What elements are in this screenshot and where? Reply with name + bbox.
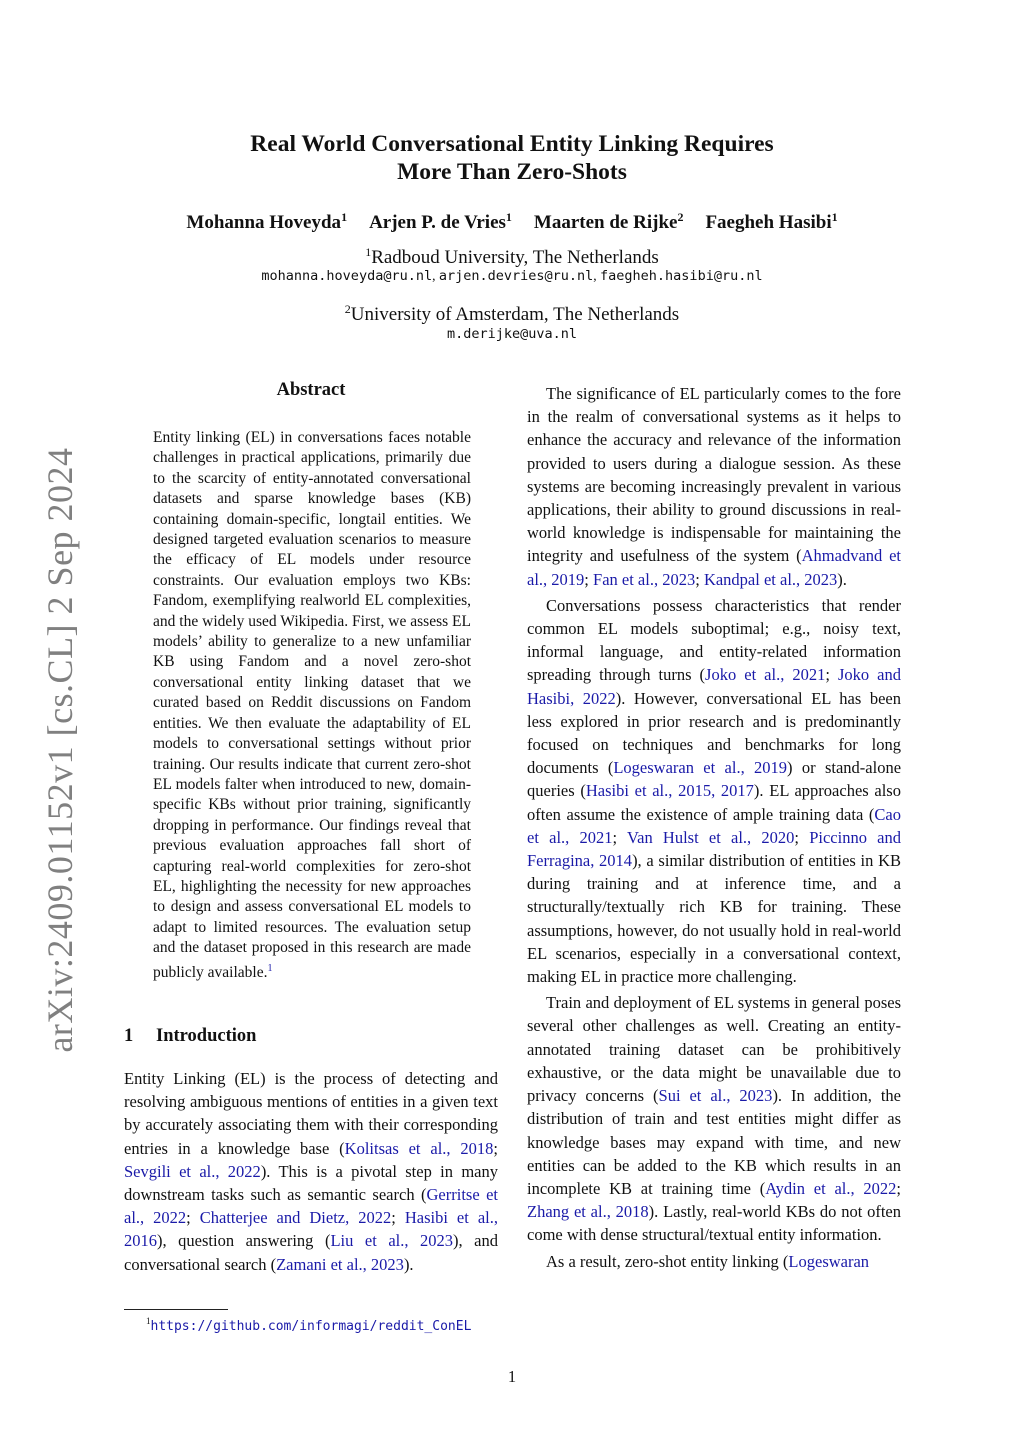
paragraph-text: The significance of EL particularly comes to the fore in the realm of conversational systems as it helps to enhance the accuracy and relevance of the information provided to users during a dialogue session. As these systems are becoming increasingly prevalent in various applications, their ability to ground discussions in real-world knowledge is indispensable for maintaining the integrity and usefulness of the system ( bbox=[527, 384, 901, 566]
paragraph-text: ; bbox=[896, 1178, 901, 1198]
author-list bbox=[0, 204, 1024, 236]
affiliation-mark: 1 bbox=[341, 210, 348, 224]
footnote-mark: 1 bbox=[146, 1316, 151, 1326]
paragraph-text: Train and deployment of EL systems in general poses several other challenges as well. Creating an entity-annotated training dataset can be prohibitively exhaustive, or the data might be unavailable due to privacy concerns ( bbox=[527, 993, 901, 1106]
title-line-1: Real World Conversational Entity Linking Requires bbox=[250, 131, 774, 157]
citation-link[interactable]: Kolitsas et al., 2018 bbox=[344, 1138, 494, 1158]
affiliation-2: $^2$University of Amsterdam, The Netherlands bbox=[344, 302, 680, 325]
paper-title bbox=[0, 130, 1024, 186]
citation-link[interactable]: Fan et al., 2023 bbox=[593, 569, 696, 589]
citation-link[interactable]: Hasibi et al., 2016 bbox=[124, 1208, 498, 1251]
paragraph-text: ; bbox=[825, 665, 838, 685]
section-number: 1 bbox=[124, 1026, 134, 1046]
citation-link[interactable]: Aydin et al., 2022 bbox=[765, 1178, 897, 1198]
citation-link[interactable]: Gerritse et al., 2022 bbox=[124, 1185, 498, 1228]
introduction-left-column bbox=[124, 1067, 498, 1276]
paragraph-text: ). EL approaches also often assume the existence of ample training data ( bbox=[527, 781, 901, 824]
paragraph-text: ). Lastly, real-world KBs do not often come with dense structural/textual entity information. bbox=[527, 1202, 901, 1245]
citation-link[interactable]: Joko and Hasibi, 2022 bbox=[527, 665, 901, 708]
introduction-right-column bbox=[527, 382, 901, 1276]
email-link[interactable]: mohanna.hoveyda@ru.nl bbox=[261, 268, 433, 284]
author: Mohanna Hoveyda$^1$ bbox=[186, 210, 348, 233]
paragraph-text: ; bbox=[584, 569, 594, 589]
author: Faegheh Hasibi$^1$ bbox=[705, 210, 838, 233]
paragraph-text: ). In addition, the distribution of train and test entities might differ as knowledge bases may expand with time, and new entities can be added to the KB which results in an incomplete KB at training time ( bbox=[527, 1086, 902, 1198]
title-line-2: More Than Zero-Shots bbox=[397, 159, 627, 185]
citation-link[interactable]: Chatterjee and Dietz, 2022 bbox=[199, 1208, 392, 1228]
footnote-reference[interactable]: 1 bbox=[267, 962, 273, 974]
paragraph-text: ; bbox=[186, 1208, 200, 1228]
paragraph-text: ; bbox=[612, 827, 628, 847]
footnote-divider bbox=[124, 1309, 228, 1310]
paragraph-text: ). This is a pivotal step in many downstream tasks such as semantic search ( bbox=[124, 1161, 498, 1205]
citation-link[interactable]: Sui et al., 2023 bbox=[658, 1086, 773, 1106]
paragraph bbox=[527, 382, 901, 591]
citation-link[interactable]: Zhang et al., 2018 bbox=[527, 1202, 649, 1222]
paragraph-text: ) or stand-alone queries ( bbox=[527, 758, 902, 801]
email-link[interactable]: m.derijke@uva.nl bbox=[446, 326, 578, 342]
paragraph-text: ). bbox=[403, 1254, 414, 1274]
author: Arjen P. de Vries$^1$ bbox=[369, 210, 512, 233]
citation-link[interactable]: Zamani et al., 2023 bbox=[276, 1254, 404, 1274]
affiliation-2-emails bbox=[0, 324, 1024, 344]
page-number: 1 bbox=[507, 1367, 517, 1386]
abstract-body bbox=[153, 428, 471, 983]
paragraph bbox=[527, 1250, 901, 1273]
section-title: Introduction bbox=[156, 1026, 257, 1046]
affiliation-mark: 1 bbox=[831, 210, 838, 224]
paragraph-text: ), question answering ( bbox=[157, 1231, 331, 1251]
citation-link[interactable]: Logeswaran bbox=[788, 1251, 870, 1271]
section-heading-introduction bbox=[124, 1026, 256, 1047]
citation-link[interactable]: Cao et al., 2021 bbox=[527, 804, 901, 847]
paragraph-text: ). However, conversational EL has been less explored in prior research and is predominantly focused on techniques and benchmarks for long documents ( bbox=[527, 688, 901, 778]
citation-link[interactable]: Joko et al., 2021 bbox=[705, 665, 826, 685]
paragraph-text: ; bbox=[794, 827, 810, 847]
paragraph-text: ; bbox=[695, 569, 704, 589]
affiliation-mark: 2 bbox=[677, 210, 684, 224]
affiliation-1: $^1$Radboud University, The Netherlands bbox=[365, 245, 659, 268]
paragraph bbox=[527, 594, 901, 988]
footnote bbox=[146, 1316, 471, 1334]
citation-link[interactable]: Piccinno and Ferragina, 2014 bbox=[527, 827, 901, 871]
footnote-url-link[interactable]: https://github.com/informagi/reddit_ConEL bbox=[150, 1319, 472, 1334]
paragraph-text: As a result, zero-shot entity linking ( bbox=[546, 1251, 789, 1271]
citation-link[interactable]: Van Hulst et al., 2020 bbox=[627, 827, 795, 847]
abstract-heading: Abstract bbox=[276, 380, 346, 400]
citation-link[interactable]: Logeswaran et al., 2019 bbox=[613, 758, 788, 778]
paragraph-text: ; bbox=[493, 1138, 498, 1158]
email-link[interactable]: arjen.devries@ru.nl bbox=[438, 268, 594, 284]
citation-link[interactable]: Hasibi et al., 2015, 2017 bbox=[585, 781, 754, 801]
citation-link[interactable]: Kandpal et al., 2023 bbox=[703, 569, 838, 589]
paragraph-text: ), a similar distribution of entities in KB during training and at inference time, and a structurally/textually rich KB for training. These assumptions, however, do not usually hold in real-world EL scenarios, especially in a conversational context, making EL in practice more challenging. bbox=[527, 851, 901, 987]
paragraph bbox=[124, 1067, 498, 1276]
paragraph bbox=[527, 991, 901, 1246]
citation-link[interactable]: Ahmadvand et al., 2019 bbox=[527, 546, 901, 589]
email-link[interactable]: faegheh.hasibi@ru.nl bbox=[600, 268, 763, 284]
paragraph-text: Conversations possess characteristics that render common EL models suboptimal; e.g., noisy text, informal language, and entity-related information spreading through turns ( bbox=[527, 595, 901, 685]
citation-link[interactable]: Sevgili et al., 2022 bbox=[124, 1161, 261, 1181]
paragraph-text: ). bbox=[837, 569, 847, 589]
paragraph-text: ), and conversational search ( bbox=[124, 1231, 498, 1274]
affiliation-mark: 1 bbox=[505, 210, 512, 224]
paragraph-text: ; bbox=[391, 1208, 405, 1228]
citation-link[interactable]: Liu et al., 2023 bbox=[330, 1231, 454, 1251]
abstract-text: Entity linking (EL) in conversations faces notable challenges in practical applications, primarily due to the scarcity of entity-annotated conversational datasets and sparse knowledge bases (KB) containing domain-specific, longtail entities. We designed targeted evaluation scenarios to measure the efficacy of EL models under resource constraints. Our evaluation employs two KBs: Fandom, exemplifying realworld EL complexities, and the widely used Wikipedia. First, we assess EL models’ ability to generalize to a new unfamiliar KB using Fandom and a novel zero-shot conversational entity linking dataset that we curated based on Reddit discussions on Fandom entities. We then evaluate the adaptability of EL models to conversational settings without prior training. Our results indicate that current zero-shot EL models falter when introduced to new, domainspecific KBs without prior training, significantly dropping in performance. Our findings reveal that previous evaluation approaches fall short of capturing real-world complexities for zero-shot EL, highlighting the necessity for new approaches to design and assess conversational EL models to adapt to limited resources. The evaluation setup and the dataset proposed in this research are made publicly available. bbox=[153, 429, 471, 981]
arxiv-identifier-stamp: arXiv:2409.01152v1 [cs.CL] 2 Sep 2024 bbox=[40, 447, 80, 1053]
paragraph-text: Entity Linking (EL) is the process of detecting and resolving ambiguous mentions of entities in a given text by accurately associating them with their corresponding entries in a knowledge base ( bbox=[124, 1069, 498, 1158]
author: Maarten de Rijke$^2$ bbox=[533, 210, 684, 233]
affiliation-1-emails: mohanna.hoveyda@ru.nl, arjen.devries@ru.nl, faegheh.hasibi@ru.nl bbox=[261, 268, 763, 284]
